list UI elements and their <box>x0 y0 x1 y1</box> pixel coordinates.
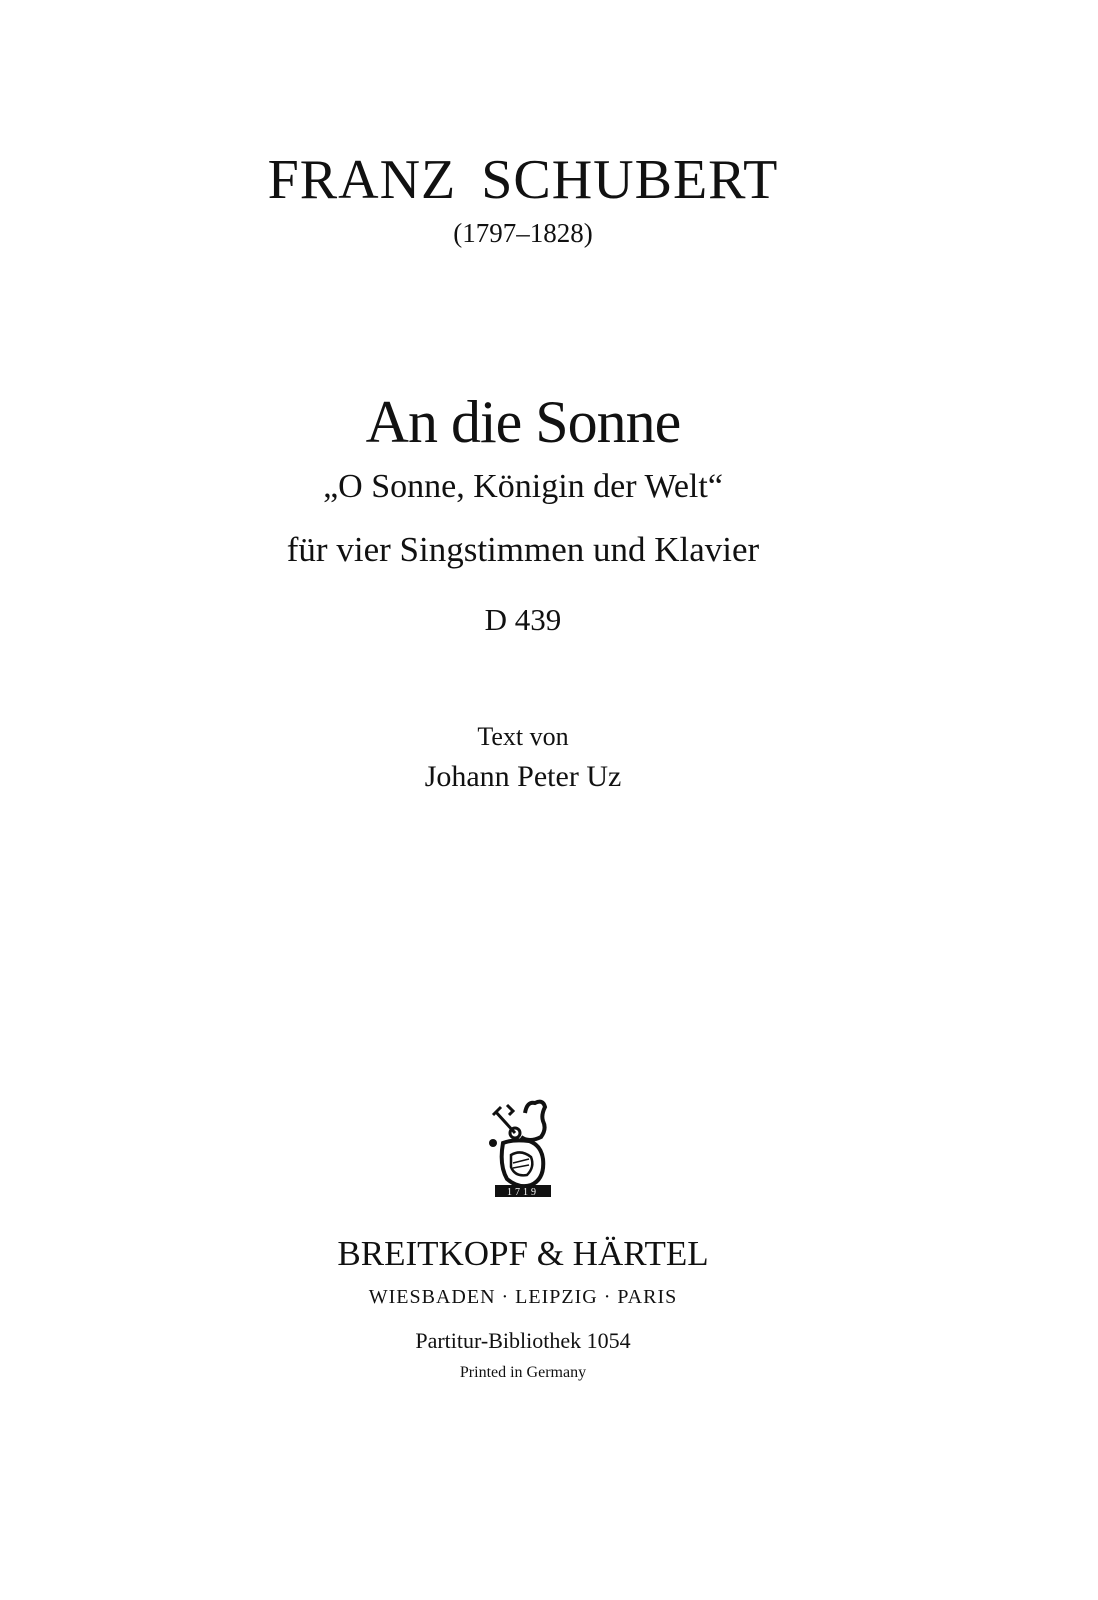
publisher-name: BREITKOPF & HÄRTEL <box>337 1234 709 1273</box>
publisher-cities: WIESBADEN · LEIPZIG · PARIS <box>368 1286 678 1308</box>
scoring: für vier Singstimmen und Klavier <box>286 530 760 569</box>
text-label: Text von <box>477 722 569 751</box>
work-subtitle: „O Sonne, Königin der Welt“ <box>323 468 723 505</box>
catalog-number: D 439 <box>484 602 562 637</box>
svg-text:1719: 1719 <box>507 1187 539 1198</box>
text-author: Johann Peter Uz <box>424 760 622 793</box>
publisher-logo-icon <box>485 1093 565 1203</box>
printed-in: Printed in Germany <box>459 1364 587 1381</box>
work-title: An die Sonne <box>365 389 681 455</box>
composer-dates: (1797–1828) <box>453 218 593 248</box>
composer-name: FRANZ SCHUBERT <box>267 149 779 211</box>
series-number: Partitur-Bibliothek 1054 <box>415 1328 631 1353</box>
